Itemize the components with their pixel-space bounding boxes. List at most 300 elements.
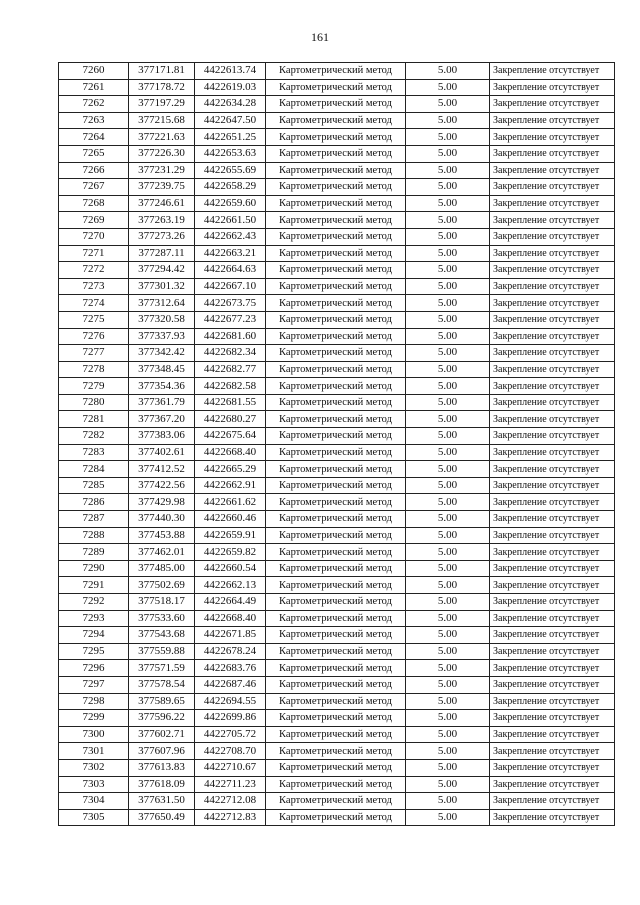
y-coordinate-cell: 4422659.60 xyxy=(195,195,266,212)
fixation-cell: Закрепление отсутствует xyxy=(490,79,615,96)
fixation-cell: Закрепление отсутствует xyxy=(490,594,615,611)
y-coordinate-cell: 4422673.75 xyxy=(195,295,266,312)
y-coordinate-cell: 4422651.25 xyxy=(195,129,266,146)
y-coordinate-cell: 4422655.69 xyxy=(195,162,266,179)
method-cell: Картометрический метод xyxy=(266,643,406,660)
point-number-cell: 7273 xyxy=(59,278,129,295)
method-cell: Картометрический метод xyxy=(266,676,406,693)
method-cell: Картометрический метод xyxy=(266,610,406,627)
y-coordinate-cell: 4422682.77 xyxy=(195,361,266,378)
x-coordinate-cell: 377294.42 xyxy=(129,262,195,279)
y-coordinate-cell: 4422694.55 xyxy=(195,693,266,710)
point-number-cell: 7275 xyxy=(59,311,129,328)
table-row xyxy=(59,743,615,760)
point-number-cell: 7305 xyxy=(59,809,129,826)
table-row xyxy=(59,179,615,196)
point-number-cell: 7266 xyxy=(59,162,129,179)
table-row xyxy=(59,63,615,80)
x-coordinate-cell: 377559.88 xyxy=(129,643,195,660)
method-cell: Картометрический метод xyxy=(266,544,406,561)
coordinates-table-body xyxy=(59,63,615,826)
fixation-cell: Закрепление отсутствует xyxy=(490,179,615,196)
x-coordinate-cell: 377348.45 xyxy=(129,361,195,378)
x-coordinate-cell: 377429.98 xyxy=(129,494,195,511)
point-number-cell: 7303 xyxy=(59,776,129,793)
table-row xyxy=(59,444,615,461)
error-cell: 5.00 xyxy=(406,527,490,544)
table-row xyxy=(59,411,615,428)
table-row xyxy=(59,345,615,362)
fixation-cell: Закрепление отсутствует xyxy=(490,676,615,693)
x-coordinate-cell: 377543.68 xyxy=(129,627,195,644)
x-coordinate-cell: 377518.17 xyxy=(129,594,195,611)
point-number-cell: 7280 xyxy=(59,394,129,411)
table-row xyxy=(59,759,615,776)
y-coordinate-cell: 4422683.76 xyxy=(195,660,266,677)
error-cell: 5.00 xyxy=(406,676,490,693)
point-number-cell: 7302 xyxy=(59,759,129,776)
fixation-cell: Закрепление отсутствует xyxy=(490,726,615,743)
fixation-cell: Закрепление отсутствует xyxy=(490,212,615,229)
error-cell: 5.00 xyxy=(406,660,490,677)
error-cell: 5.00 xyxy=(406,361,490,378)
y-coordinate-cell: 4422661.50 xyxy=(195,212,266,229)
x-coordinate-cell: 377239.75 xyxy=(129,179,195,196)
table-row xyxy=(59,195,615,212)
method-cell: Картометрический метод xyxy=(266,212,406,229)
error-cell: 5.00 xyxy=(406,63,490,80)
y-coordinate-cell: 4422665.29 xyxy=(195,461,266,478)
x-coordinate-cell: 377607.96 xyxy=(129,743,195,760)
point-number-cell: 7290 xyxy=(59,560,129,577)
x-coordinate-cell: 377178.72 xyxy=(129,79,195,96)
method-cell: Картометрический метод xyxy=(266,361,406,378)
table-row xyxy=(59,79,615,96)
error-cell: 5.00 xyxy=(406,759,490,776)
y-coordinate-cell: 4422687.46 xyxy=(195,676,266,693)
fixation-cell: Закрепление отсутствует xyxy=(490,776,615,793)
table-row xyxy=(59,560,615,577)
y-coordinate-cell: 4422680.27 xyxy=(195,411,266,428)
y-coordinate-cell: 4422647.50 xyxy=(195,112,266,129)
x-coordinate-cell: 377197.29 xyxy=(129,96,195,113)
table-row xyxy=(59,527,615,544)
table-row xyxy=(59,212,615,229)
point-number-cell: 7291 xyxy=(59,577,129,594)
y-coordinate-cell: 4422659.82 xyxy=(195,544,266,561)
y-coordinate-cell: 4422682.34 xyxy=(195,345,266,362)
error-cell: 5.00 xyxy=(406,477,490,494)
x-coordinate-cell: 377320.58 xyxy=(129,311,195,328)
fixation-cell: Закрепление отсутствует xyxy=(490,461,615,478)
error-cell: 5.00 xyxy=(406,560,490,577)
method-cell: Картометрический метод xyxy=(266,577,406,594)
fixation-cell: Закрепление отсутствует xyxy=(490,743,615,760)
error-cell: 5.00 xyxy=(406,726,490,743)
y-coordinate-cell: 4422712.83 xyxy=(195,809,266,826)
table-row xyxy=(59,428,615,445)
y-coordinate-cell: 4422699.86 xyxy=(195,710,266,727)
x-coordinate-cell: 377301.32 xyxy=(129,278,195,295)
fixation-cell: Закрепление отсутствует xyxy=(490,809,615,826)
point-number-cell: 7284 xyxy=(59,461,129,478)
fixation-cell: Закрепление отсутствует xyxy=(490,278,615,295)
method-cell: Картометрический метод xyxy=(266,96,406,113)
fixation-cell: Закрепление отсутствует xyxy=(490,511,615,528)
table-row xyxy=(59,295,615,312)
method-cell: Картометрический метод xyxy=(266,594,406,611)
method-cell: Картометрический метод xyxy=(266,743,406,760)
x-coordinate-cell: 377171.81 xyxy=(129,63,195,80)
x-coordinate-cell: 377342.42 xyxy=(129,345,195,362)
fixation-cell: Закрепление отсутствует xyxy=(490,328,615,345)
x-coordinate-cell: 377383.06 xyxy=(129,428,195,445)
error-cell: 5.00 xyxy=(406,278,490,295)
y-coordinate-cell: 4422671.85 xyxy=(195,627,266,644)
fixation-cell: Закрепление отсутствует xyxy=(490,262,615,279)
point-number-cell: 7288 xyxy=(59,527,129,544)
error-cell: 5.00 xyxy=(406,311,490,328)
error-cell: 5.00 xyxy=(406,162,490,179)
y-coordinate-cell: 4422712.08 xyxy=(195,793,266,810)
x-coordinate-cell: 377354.36 xyxy=(129,378,195,395)
y-coordinate-cell: 4422662.43 xyxy=(195,228,266,245)
error-cell: 5.00 xyxy=(406,295,490,312)
method-cell: Картометрический метод xyxy=(266,179,406,196)
point-number-cell: 7279 xyxy=(59,378,129,395)
point-number-cell: 7260 xyxy=(59,63,129,80)
table-row xyxy=(59,394,615,411)
x-coordinate-cell: 377221.63 xyxy=(129,129,195,146)
x-coordinate-cell: 377412.52 xyxy=(129,461,195,478)
method-cell: Картометрический метод xyxy=(266,759,406,776)
error-cell: 5.00 xyxy=(406,212,490,229)
fixation-cell: Закрепление отсутствует xyxy=(490,560,615,577)
point-number-cell: 7301 xyxy=(59,743,129,760)
method-cell: Картометрический метод xyxy=(266,162,406,179)
x-coordinate-cell: 377273.26 xyxy=(129,228,195,245)
fixation-cell: Закрепление отсутствует xyxy=(490,444,615,461)
fixation-cell: Закрепление отсутствует xyxy=(490,378,615,395)
y-coordinate-cell: 4422662.91 xyxy=(195,477,266,494)
point-number-cell: 7298 xyxy=(59,693,129,710)
point-number-cell: 7300 xyxy=(59,726,129,743)
method-cell: Картометрический метод xyxy=(266,494,406,511)
error-cell: 5.00 xyxy=(406,444,490,461)
error-cell: 5.00 xyxy=(406,394,490,411)
point-number-cell: 7286 xyxy=(59,494,129,511)
y-coordinate-cell: 4422708.70 xyxy=(195,743,266,760)
fixation-cell: Закрепление отсутствует xyxy=(490,245,615,262)
y-coordinate-cell: 4422682.58 xyxy=(195,378,266,395)
method-cell: Картометрический метод xyxy=(266,311,406,328)
method-cell: Картометрический метод xyxy=(266,145,406,162)
x-coordinate-cell: 377650.49 xyxy=(129,809,195,826)
table-row xyxy=(59,262,615,279)
method-cell: Картометрический метод xyxy=(266,660,406,677)
coordinates-table xyxy=(58,62,615,826)
point-number-cell: 7262 xyxy=(59,96,129,113)
x-coordinate-cell: 377402.61 xyxy=(129,444,195,461)
method-cell: Картометрический метод xyxy=(266,328,406,345)
point-number-cell: 7281 xyxy=(59,411,129,428)
error-cell: 5.00 xyxy=(406,643,490,660)
method-cell: Картометрический метод xyxy=(266,394,406,411)
error-cell: 5.00 xyxy=(406,112,490,129)
x-coordinate-cell: 377361.79 xyxy=(129,394,195,411)
x-coordinate-cell: 377502.69 xyxy=(129,577,195,594)
point-number-cell: 7295 xyxy=(59,643,129,660)
error-cell: 5.00 xyxy=(406,627,490,644)
error-cell: 5.00 xyxy=(406,594,490,611)
point-number-cell: 7265 xyxy=(59,145,129,162)
x-coordinate-cell: 377422.56 xyxy=(129,477,195,494)
error-cell: 5.00 xyxy=(406,428,490,445)
x-coordinate-cell: 377215.68 xyxy=(129,112,195,129)
fixation-cell: Закрепление отсутствует xyxy=(490,494,615,511)
point-number-cell: 7285 xyxy=(59,477,129,494)
method-cell: Картометрический метод xyxy=(266,461,406,478)
fixation-cell: Закрепление отсутствует xyxy=(490,411,615,428)
x-coordinate-cell: 377231.29 xyxy=(129,162,195,179)
table-row xyxy=(59,776,615,793)
point-number-cell: 7276 xyxy=(59,328,129,345)
table-row xyxy=(59,461,615,478)
table-row xyxy=(59,245,615,262)
y-coordinate-cell: 4422675.64 xyxy=(195,428,266,445)
x-coordinate-cell: 377578.54 xyxy=(129,676,195,693)
table-row xyxy=(59,660,615,677)
point-number-cell: 7287 xyxy=(59,511,129,528)
method-cell: Картометрический метод xyxy=(266,295,406,312)
y-coordinate-cell: 4422659.91 xyxy=(195,527,266,544)
page-number: 161 xyxy=(311,30,329,44)
error-cell: 5.00 xyxy=(406,262,490,279)
y-coordinate-cell: 4422653.63 xyxy=(195,145,266,162)
table-row xyxy=(59,96,615,113)
fixation-cell: Закрепление отсутствует xyxy=(490,145,615,162)
fixation-cell: Закрепление отсутствует xyxy=(490,710,615,727)
point-number-cell: 7277 xyxy=(59,345,129,362)
y-coordinate-cell: 4422634.28 xyxy=(195,96,266,113)
error-cell: 5.00 xyxy=(406,494,490,511)
table-row xyxy=(59,477,615,494)
point-number-cell: 7271 xyxy=(59,245,129,262)
y-coordinate-cell: 4422677.23 xyxy=(195,311,266,328)
error-cell: 5.00 xyxy=(406,809,490,826)
y-coordinate-cell: 4422711.23 xyxy=(195,776,266,793)
table-row xyxy=(59,361,615,378)
fixation-cell: Закрепление отсутствует xyxy=(490,129,615,146)
table-row xyxy=(59,145,615,162)
table-row xyxy=(59,577,615,594)
y-coordinate-cell: 4422660.54 xyxy=(195,560,266,577)
table-row xyxy=(59,494,615,511)
method-cell: Картометрический метод xyxy=(266,262,406,279)
table-row xyxy=(59,129,615,146)
error-cell: 5.00 xyxy=(406,461,490,478)
method-cell: Картометрический метод xyxy=(266,195,406,212)
fixation-cell: Закрепление отсутствует xyxy=(490,311,615,328)
fixation-cell: Закрепление отсутствует xyxy=(490,544,615,561)
error-cell: 5.00 xyxy=(406,345,490,362)
point-number-cell: 7282 xyxy=(59,428,129,445)
table-row xyxy=(59,594,615,611)
y-coordinate-cell: 4422681.60 xyxy=(195,328,266,345)
x-coordinate-cell: 377440.30 xyxy=(129,511,195,528)
x-coordinate-cell: 377613.83 xyxy=(129,759,195,776)
method-cell: Картометрический метод xyxy=(266,693,406,710)
point-number-cell: 7278 xyxy=(59,361,129,378)
fixation-cell: Закрепление отсутствует xyxy=(490,660,615,677)
point-number-cell: 7292 xyxy=(59,594,129,611)
point-number-cell: 7270 xyxy=(59,228,129,245)
y-coordinate-cell: 4422664.63 xyxy=(195,262,266,279)
table-row xyxy=(59,228,615,245)
table-row xyxy=(59,311,615,328)
error-cell: 5.00 xyxy=(406,228,490,245)
method-cell: Картометрический метод xyxy=(266,527,406,544)
y-coordinate-cell: 4422681.55 xyxy=(195,394,266,411)
error-cell: 5.00 xyxy=(406,129,490,146)
method-cell: Картометрический метод xyxy=(266,809,406,826)
point-number-cell: 7268 xyxy=(59,195,129,212)
point-number-cell: 7274 xyxy=(59,295,129,312)
error-cell: 5.00 xyxy=(406,793,490,810)
method-cell: Картометрический метод xyxy=(266,245,406,262)
table-row xyxy=(59,710,615,727)
table-row xyxy=(59,676,615,693)
fixation-cell: Закрепление отсутствует xyxy=(490,643,615,660)
point-number-cell: 7294 xyxy=(59,627,129,644)
point-number-cell: 7297 xyxy=(59,676,129,693)
table-row xyxy=(59,809,615,826)
x-coordinate-cell: 377226.30 xyxy=(129,145,195,162)
method-cell: Картометрический метод xyxy=(266,228,406,245)
error-cell: 5.00 xyxy=(406,710,490,727)
method-cell: Картометрический метод xyxy=(266,710,406,727)
error-cell: 5.00 xyxy=(406,195,490,212)
x-coordinate-cell: 377589.65 xyxy=(129,693,195,710)
method-cell: Картометрический метод xyxy=(266,511,406,528)
fixation-cell: Закрепление отсутствует xyxy=(490,63,615,80)
method-cell: Картометрический метод xyxy=(266,793,406,810)
error-cell: 5.00 xyxy=(406,743,490,760)
method-cell: Картометрический метод xyxy=(266,428,406,445)
point-number-cell: 7299 xyxy=(59,710,129,727)
error-cell: 5.00 xyxy=(406,411,490,428)
x-coordinate-cell: 377453.88 xyxy=(129,527,195,544)
fixation-cell: Закрепление отсутствует xyxy=(490,527,615,544)
y-coordinate-cell: 4422668.40 xyxy=(195,444,266,461)
y-coordinate-cell: 4422678.24 xyxy=(195,643,266,660)
point-number-cell: 7264 xyxy=(59,129,129,146)
fixation-cell: Закрепление отсутствует xyxy=(490,627,615,644)
fixation-cell: Закрепление отсутствует xyxy=(490,96,615,113)
method-cell: Картометрический метод xyxy=(266,79,406,96)
x-coordinate-cell: 377367.20 xyxy=(129,411,195,428)
point-number-cell: 7267 xyxy=(59,179,129,196)
point-number-cell: 7304 xyxy=(59,793,129,810)
method-cell: Картометрический метод xyxy=(266,278,406,295)
point-number-cell: 7283 xyxy=(59,444,129,461)
point-number-cell: 7296 xyxy=(59,660,129,677)
y-coordinate-cell: 4422664.49 xyxy=(195,594,266,611)
y-coordinate-cell: 4422619.03 xyxy=(195,79,266,96)
fixation-cell: Закрепление отсутствует xyxy=(490,361,615,378)
method-cell: Картометрический метод xyxy=(266,444,406,461)
error-cell: 5.00 xyxy=(406,328,490,345)
error-cell: 5.00 xyxy=(406,776,490,793)
table-row xyxy=(59,112,615,129)
method-cell: Картометрический метод xyxy=(266,726,406,743)
fixation-cell: Закрепление отсутствует xyxy=(490,693,615,710)
y-coordinate-cell: 4422710.67 xyxy=(195,759,266,776)
method-cell: Картометрический метод xyxy=(266,411,406,428)
method-cell: Картометрический метод xyxy=(266,776,406,793)
x-coordinate-cell: 377246.61 xyxy=(129,195,195,212)
y-coordinate-cell: 4422661.62 xyxy=(195,494,266,511)
error-cell: 5.00 xyxy=(406,79,490,96)
table-row xyxy=(59,726,615,743)
table-row xyxy=(59,511,615,528)
x-coordinate-cell: 377485.00 xyxy=(129,560,195,577)
error-cell: 5.00 xyxy=(406,610,490,627)
table-row xyxy=(59,610,615,627)
error-cell: 5.00 xyxy=(406,511,490,528)
y-coordinate-cell: 4422662.13 xyxy=(195,577,266,594)
table-row xyxy=(59,693,615,710)
fixation-cell: Закрепление отсутствует xyxy=(490,112,615,129)
table-row xyxy=(59,544,615,561)
point-number-cell: 7261 xyxy=(59,79,129,96)
y-coordinate-cell: 4422705.72 xyxy=(195,726,266,743)
point-number-cell: 7272 xyxy=(59,262,129,279)
table-row xyxy=(59,378,615,395)
error-cell: 5.00 xyxy=(406,693,490,710)
fixation-cell: Закрепление отсутствует xyxy=(490,477,615,494)
x-coordinate-cell: 377571.59 xyxy=(129,660,195,677)
error-cell: 5.00 xyxy=(406,544,490,561)
table-row xyxy=(59,162,615,179)
y-coordinate-cell: 4422613.74 xyxy=(195,63,266,80)
table-row xyxy=(59,278,615,295)
x-coordinate-cell: 377602.71 xyxy=(129,726,195,743)
method-cell: Картометрический метод xyxy=(266,345,406,362)
error-cell: 5.00 xyxy=(406,179,490,196)
fixation-cell: Закрепление отсутствует xyxy=(490,428,615,445)
method-cell: Картометрический метод xyxy=(266,129,406,146)
method-cell: Картометрический метод xyxy=(266,560,406,577)
fixation-cell: Закрепление отсутствует xyxy=(490,394,615,411)
fixation-cell: Закрепление отсутствует xyxy=(490,162,615,179)
error-cell: 5.00 xyxy=(406,96,490,113)
y-coordinate-cell: 4422660.46 xyxy=(195,511,266,528)
point-number-cell: 7263 xyxy=(59,112,129,129)
method-cell: Картометрический метод xyxy=(266,112,406,129)
error-cell: 5.00 xyxy=(406,378,490,395)
x-coordinate-cell: 377462.01 xyxy=(129,544,195,561)
fixation-cell: Закрепление отсутствует xyxy=(490,759,615,776)
fixation-cell: Закрепление отсутствует xyxy=(490,610,615,627)
table-row xyxy=(59,643,615,660)
x-coordinate-cell: 377312.64 xyxy=(129,295,195,312)
error-cell: 5.00 xyxy=(406,145,490,162)
fixation-cell: Закрепление отсутствует xyxy=(490,195,615,212)
method-cell: Картометрический метод xyxy=(266,627,406,644)
y-coordinate-cell: 4422658.29 xyxy=(195,179,266,196)
fixation-cell: Закрепление отсутствует xyxy=(490,793,615,810)
